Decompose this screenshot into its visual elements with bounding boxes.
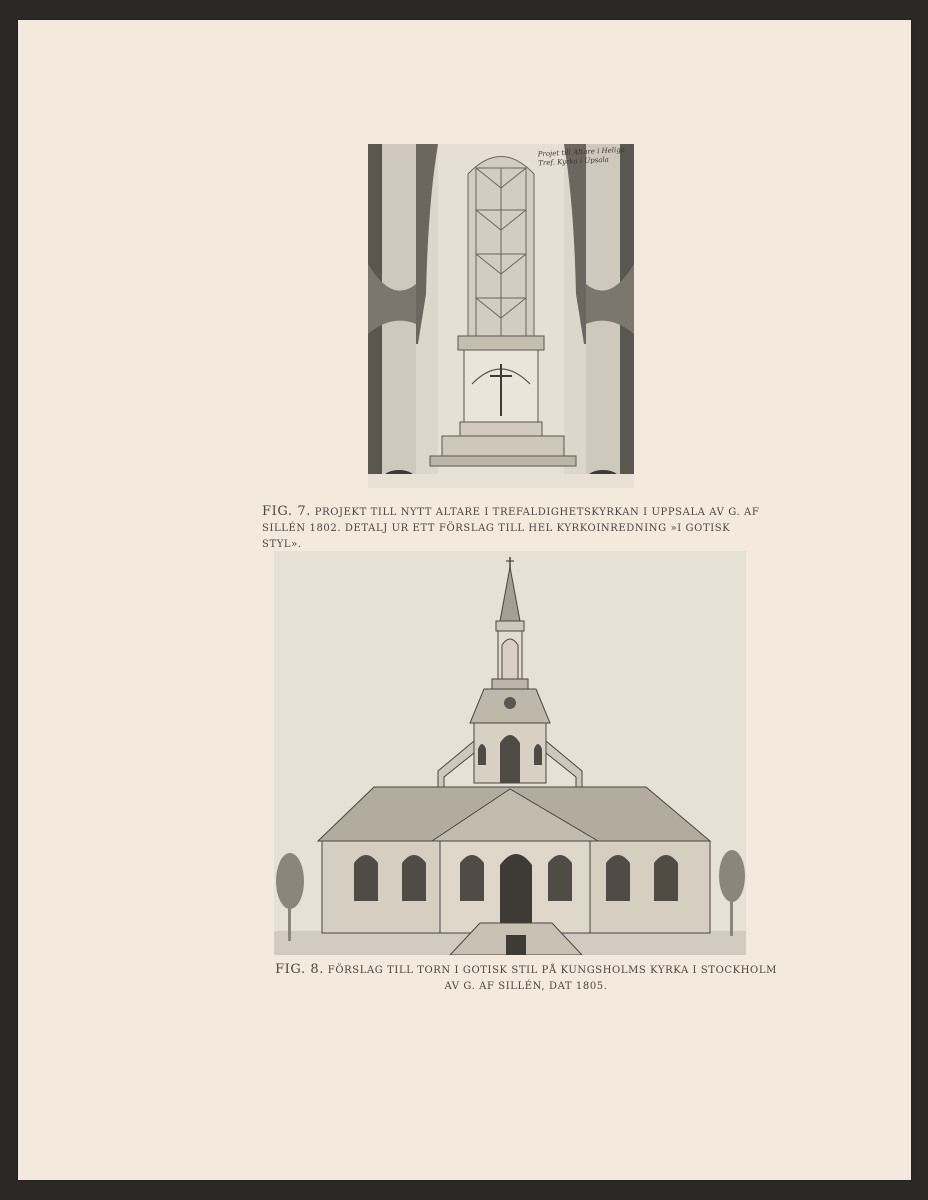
figure-8-caption-line1: FÖRSLAG TILL TORN I GOTISK STIL PÅ KUNGSHOLMS KYRKA I STOCKHOLM [327, 965, 777, 976]
figure-7-label: FIG. 7. [262, 504, 311, 519]
figure-7-altar-drawing [368, 144, 634, 488]
figure-7-caption-line2: SILLÉN 1802. DETALJ UR ETT FÖRSLAG TILL HEL KYRKOINREDNING »I GOTISK STYL». [262, 523, 731, 550]
figure-8-label: FIG. 8. [275, 962, 325, 977]
figure-8-caption [266, 962, 786, 995]
figure-8-caption-line2: AV G. AF SILLÉN, DAT 1805. [444, 981, 608, 992]
book-page [18, 20, 911, 1180]
church-illustration [274, 551, 746, 955]
altar-illustration [368, 144, 634, 488]
figure-7-caption-line1: PROJEKT TILL NYTT ALTARE I TREFALDIGHETSKYRKAN I UPPSALA AV G. AF [314, 507, 760, 518]
figure-7-caption [262, 504, 762, 553]
handwritten-note: Projet till Altare i Heliga Tref. Kyrka i Upsala [537, 145, 626, 168]
figure-8-church-drawing [274, 551, 746, 955]
